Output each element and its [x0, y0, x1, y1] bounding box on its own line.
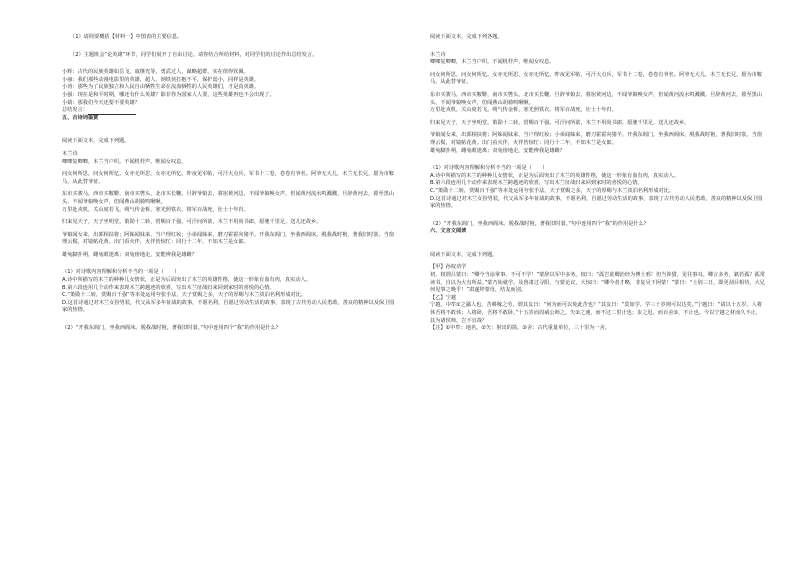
poem-stanza: 唧唧复唧唧，木兰当户织。不闻机杼声，唯闻女叹息。: [430, 59, 555, 66]
dialog-line: 小婧：那我们今天还要不要英雄？: [62, 99, 140, 106]
poem-stanza: 万里赴戎机，关山度若飞。朔气传金柝，寒光照铁衣。将军百战死，壮士十年归。: [62, 206, 249, 213]
section-heading-poetry: 五、古诗词鉴赏: [62, 114, 99, 121]
option-c[interactable]: C.“策勋十二转，赏赐百千强”等本处运用夸张手法，天子赏赐之多，天子的厚赐与木兰淡泊名利形成对比。: [430, 187, 675, 194]
left-column: [62, 34, 397, 333]
option-c[interactable]: C.“策勋十二转，赏赐百千强”等本处运用夸张手法，天子赏赐之多，天子的厚赐与木兰淡泊名利形成对比。: [62, 292, 307, 299]
poem-stanza: 归来见天子，天子坐明堂。策勋十二转，赏赐百千强。可汗问所欲，木兰不用尚书郎，愿驰千里足，送儿还故乡。: [430, 119, 690, 126]
read-prompt: 阅读下面文本，完成下列题。: [430, 251, 498, 258]
question-1-prompt: （1）请简要概括【材料一】中图表的主要信息。: [70, 34, 183, 40]
poem-stanza: 雄兔脚扑朔，雌兔眼迷离；双兔傍地走，安能辨我是雄雌？: [430, 147, 565, 154]
poem-stanza: 问女何所思，问女何所忆。女亦无所思，女亦无所忆。昨夜见军帖，可汗大点兵，军书十二卷，卷卷有爷名。阿爷无大儿，木兰无长兄，愿为市鞍马，从此替爷征。: [62, 171, 395, 185]
question-poem-2: （2）“开我东阁门，坐我西阁床。脱我战时袍，著我旧时裳。”句中连用四个“我”的作用是什么？: [430, 220, 649, 227]
passage-jia-title: 【甲】孙权劝学: [430, 264, 467, 271]
option-a[interactable]: A.诗中所描写的木兰的种种儿女情状，正是为后面突出了木兰的英雄性格，使这一形象有血有肉，真实动人。: [62, 277, 311, 284]
right-column: [430, 34, 766, 333]
question-2-prompt: （2）主题班会“论英雄”环节，同学们展开了自由讨论。请你结合所给材料，对同学们的讨论作出总结发言。: [70, 51, 318, 58]
annotations: 【注】①中牟：地名。②矢：射出的箭。③舍：古代重量单位，三十里为一舍。: [430, 325, 610, 332]
poem-stanza: 雄兔脚扑朔，雌兔眼迷离；双兔傍地走，安能辨我是雄雌？: [62, 251, 197, 258]
question-poem-1: （1）对诗歌内容理解和分析不当的一项是（ ）: [430, 165, 548, 172]
poem-stanza: 唧唧复唧唧，木兰当户织。不闻机杼声，唯闻女叹息。: [62, 158, 187, 165]
passage-jia: 初，权谓吕蒙曰：“卿今当涂掌事，不可不学！”蒙辞以军中多务。权曰：“孤岂欲卿治经为博士邪！但当涉猎，见往事耳。卿言多务，孰若孤？孤常读书，自以为大有所益。”蒙乃始就学。及鲁肃过寻阳，与蒙论议，大惊曰：“卿今者才略，非复吴下阿蒙！”蒙曰：“士别三日，即更刮目相待，大兄何见事之晚乎！”肃遂拜蒙母，结友而别。: [430, 272, 765, 294]
passage-yi: 宁越，中牟①之鄙人也。苦耕稼之劳，谓其友曰：“何为而可以免此苦也？”其友曰：“莫如学。学三十岁则可以达矣。”宁越曰：“请以十五岁。人将休吾将不敢休；人将卧，吾将不敢卧。”十五岁而周威公师之。矢②之速，而不过二里止也；步之迟，而百舍③，不止也。今以宁越之材而久不止，其为诸侯师，岂不宜哉？: [430, 302, 762, 324]
poem-stanza: 万里赴戎机，关山度若飞。朔气传金柝，寒光照铁衣。将军百战死，壮士十年归。: [430, 107, 617, 114]
option-d[interactable]: D.这首诗通过对木兰女扮男装，代父从军多年征战的故事，不愿名利，自愿过劳动生活的故事，表现了古代劳动人民勇敢，善良的精神以及保卫国家的热情。: [62, 299, 395, 314]
option-b[interactable]: B.第六段连用几个动作来表现木兰跨越迹的欣喜，写出木兰征战归来回到家时的喜悦的心情。: [430, 180, 643, 187]
read-prompt: 阅读下面文本，完成下列题。: [62, 138, 130, 145]
summary-label: 总结发言：: [62, 107, 88, 114]
poem-stanza: 归来见天子，天子坐明堂。策勋十二转，赏赐百千强。可汗问所欲，木兰不用尚书郎，愿驰千里足，送儿还故乡。: [62, 219, 322, 226]
dialog-line: 小辉：古代的民族英雄如岳飞、戚继光等，勇武过人，谋略超群，实在值得钦佩。: [62, 69, 249, 76]
poem-stanza: 问女何所思，问女何所忆。女亦无所思，女亦无所忆。昨夜见军帖，可汗大点兵，军书十二卷，卷卷有爷名。阿爷无大儿，木兰无长兄，愿为市鞍马，从此替爷征。: [430, 71, 763, 86]
passage-yi-title: 【乙】宁越: [430, 294, 456, 301]
read-prompt: 阅读下面文本，完成下列各题。: [430, 34, 503, 40]
section-heading-classical: 六、文言文阅读: [430, 228, 467, 235]
option-b[interactable]: B.第六段连用几个动作来表现木兰跨越迹的欣喜，写出木兰征战归来回到家时的喜悦的心情。: [62, 284, 275, 291]
option-d[interactable]: D.这首诗通过对木兰女扮男装，代父从军多年征战的故事，不愿名利，自愿过劳动生活的故事，表现了古代劳动人民勇敢，善良的精神以及保卫国家的热情。: [430, 195, 763, 210]
poem-stanza: 东市买骏马，西市买鞍鞯，南市买辔头，北市买长鞭。旦辞爷娘去，暮宿黄河边，不闻爷娘唤女声，但闻黄河流水鸣溅溅。旦辞黄河去，暮至黑山头，不闻爷娘唤女声，但闻燕山胡骑鸣啾啾。: [62, 191, 395, 205]
poem-stanza: 爷娘闻女来，出郭相扶将；阿姊闻妹来，当户理红妆；小弟闻姊来，磨刀霍霍向猪羊。开我东阁门，坐我西阁床，脱我战时袍，著我旧时裳。当窗理云鬓，对镜帖花黄。出门看火伴，火伴皆惊忙：同行十二年，不知木兰是女郎。: [62, 231, 395, 246]
dialog-line: 小强：现在是和平时期，哪还有什么英雄？除非你为国家人人要，这些英雄再也不会出现了。: [62, 91, 275, 98]
question-poem-2: （2）“开我东阁门，坐我西阁床。脱我战时袍，著我旧时裳。”句中连用四个“我”的作用是什么？: [62, 325, 281, 332]
question-poem-1: （1）对诗歌内容理解和分析不当的一项是（ ）: [62, 269, 180, 276]
option-a[interactable]: A.诗中所描写的木兰的种种儿女情状，正是为后面突出了木兰的英雄性格，使这一形象有血有肉，真实动人。: [430, 172, 679, 179]
poem-title: 木兰诗: [430, 51, 446, 58]
poem-title: 木兰诗: [62, 150, 78, 157]
dialog-line: 小涛：那些为了民族独立和人民自由牺牲生命在流血牺牲的人民英雄们，才是真英雄。: [62, 84, 260, 91]
poem-stanza: 爷娘闻女来，出郭相扶将；阿姊闻妹来，当户理红妆；小弟闻姊来，磨刀霍霍向猪羊。开我东阁门，坐我西阁床，脱我战时袍，著我旧时裳。当窗理云鬓，对镜帖花黄。出门看火伴，火伴皆惊忙：同行十二年，不知木兰是女郎。: [430, 132, 763, 146]
summary-line: [62, 107, 397, 115]
answer-blank[interactable]: [88, 108, 136, 115]
dialog-line: 小丽：我们那些动漫电影里的英雄，超人、钢铁侠打抱不平，保护弱小，同样是英雄。: [62, 76, 260, 83]
poem-stanza: 东市买骏马，西市买鞍鞯，南市买辔头，北市买长鞭。旦辞爷娘去，暮宿黄河边，不闻爷娘唤女声，但闻黄河流水鸣溅溅。旦辞黄河去，暮至黑山头，不闻爷娘唤女声，但闻燕山胡骑鸣啾啾。: [430, 91, 763, 106]
